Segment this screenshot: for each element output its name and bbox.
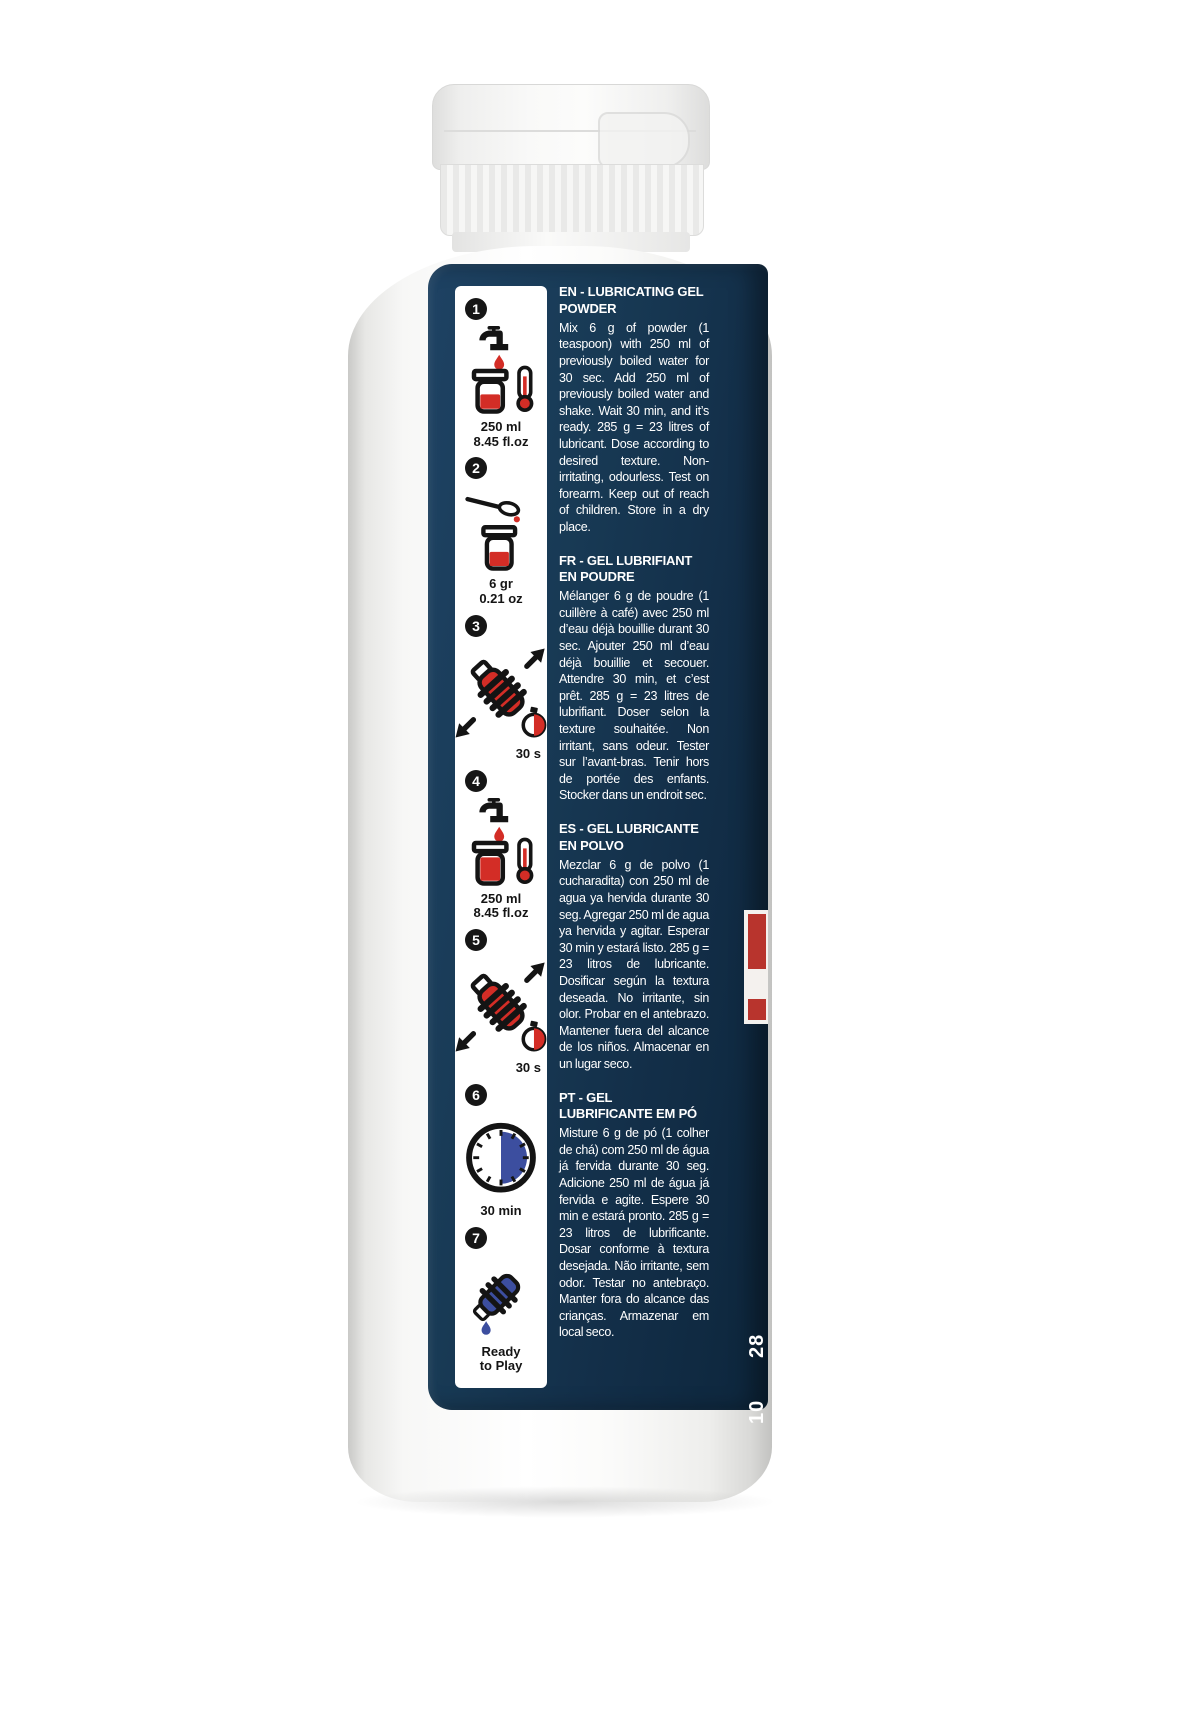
step-number-badge: 6 — [465, 1084, 487, 1106]
wrapped-logo-white-band — [744, 969, 768, 999]
step-caption: 30 s — [515, 745, 541, 761]
step-number-badge: 3 — [465, 615, 487, 637]
instruction-step — [457, 1084, 545, 1219]
language-heading: EN - LUBRICATING GEL POWDER — [559, 284, 704, 316]
language-section — [559, 1090, 709, 1342]
wrapped-weight-top-partial: 28 — [746, 1333, 768, 1358]
step-number-badge: 1 — [465, 298, 487, 320]
language-heading: FR - GEL LUBRIFIANT EN POUDRE — [559, 552, 693, 585]
pour-bottle-hand-icon — [461, 1255, 541, 1341]
instruction-step — [457, 770, 545, 921]
spoon-powder-jar-icon — [464, 485, 538, 573]
steps-panel — [455, 286, 547, 1388]
step-caption: 30 s — [515, 1060, 541, 1076]
shake-bottle-stopwatch-icon — [452, 957, 550, 1057]
language-heading: ES - GEL LUBRICANTE EN POLVO — [559, 821, 699, 853]
step-caption: 250 ml 8.45 fl.oz — [473, 890, 529, 921]
language-heading: PT - GEL LUBRIFICANTE EM PÓ — [559, 1089, 697, 1122]
wrapped-weight-text — [746, 1292, 768, 1432]
spoon-powder-jar-icon — [464, 485, 538, 573]
instruction-step — [457, 457, 545, 606]
language-section — [559, 553, 709, 805]
step-number-badge: 4 — [465, 770, 487, 792]
step-caption: 30 min — [480, 1203, 522, 1219]
language-body-text: Mezclar 6 g de polvo (1 cucharadita) con 250 ml de agua ya hervida durante 30 seg. Agregar 250 ml de agua ya hervida y agitar. Esperar 30 min y estará listo. 285 g = 23 litros de lubricante. Dosificar según la textura deseada. No irritante, sin olor. Probar en el antebrazo. Mantener fuera del alcance de los niños. Almacenar en un lugar seco. — [559, 857, 709, 1071]
faucet-jar-thermometer-icon — [463, 326, 539, 416]
wrapped-logo-red-field — [748, 914, 766, 1020]
step-number-badge: 7 — [465, 1227, 487, 1249]
wrapped-logo-partial — [744, 910, 768, 1024]
faucet-jar-thermometer-icon — [463, 798, 539, 888]
step-caption: 250 ml 8.45 fl.oz — [473, 419, 529, 449]
step-number-badge: 2 — [465, 457, 487, 479]
instruction-label — [428, 264, 768, 1424]
shake-bottle-stopwatch-icon — [452, 643, 550, 743]
pour-bottle-hand-icon — [461, 1255, 541, 1341]
language-body-text: Mix 6 g of powder (1 teaspoon) with 250 ml of previously boiled water for 30 sec. Add 250 ml of previously boiled water and shake. Wait 30 min, and it’s ready. 285 g = 23 litres of lubricant. Dose according to desired texture. Non-irritating, odourless. Test on forearm. Keep out of reach of children. Store in a dry place. — [559, 320, 709, 534]
instruction-step — [457, 1227, 545, 1374]
step-number-badge: 5 — [465, 929, 487, 951]
shake-bottle-stopwatch-icon — [452, 643, 550, 743]
bottle-shadow — [352, 1486, 778, 1518]
shake-bottle-stopwatch-icon — [452, 957, 550, 1057]
cap-spout-detail — [598, 112, 690, 168]
faucet-jar-thermometer-icon — [463, 326, 539, 416]
multilingual-text-area — [559, 284, 709, 1392]
faucet-jar-thermometer-icon — [463, 798, 539, 888]
instruction-step — [457, 929, 545, 1076]
instruction-step — [457, 298, 545, 449]
step-caption: 6 gr 0.21 oz — [479, 576, 523, 606]
instruction-step — [457, 615, 545, 762]
language-section — [559, 284, 709, 536]
cap-ribbed-skirt — [440, 164, 704, 236]
step-caption: Ready to Play — [479, 1343, 523, 1374]
timer-clock-icon — [459, 1112, 543, 1200]
wrapped-weight-bottom-partial: 10 — [746, 1399, 768, 1424]
language-body-text: Misture 6 g de pó (1 colher de chá) com 250 ml de água já fervida durante 30 seg. Adicione 250 ml de água já fervida e agite. Espere 30 min e estará pronto. 285 g = 23 litros de lubrificante. Dosar conforme à textura desejada. Não irritante, sem odor. Testar no antebraço. Manter fora do alcance das crianças. Armazenar em local seco. — [559, 1126, 709, 1340]
timer-clock-icon — [459, 1112, 543, 1200]
language-body-text: Mélanger 6 g de poudre (1 cuillère à café) avec 250 ml d’eau déjà bouillie durant 30 sec. Ajouter 250 ml d’eau déjà bouillie et secouer. Attendre 30 min, et c’est prêt. 285 g = 23 litres de lubrifiant. Doser selon la texture souhaitée. Non irritant, sans odeur. Tester sur l’avant-bras. Tenir hors de portée des enfants. Stocker dans un endroit sec. — [559, 589, 709, 803]
language-section — [559, 821, 709, 1073]
